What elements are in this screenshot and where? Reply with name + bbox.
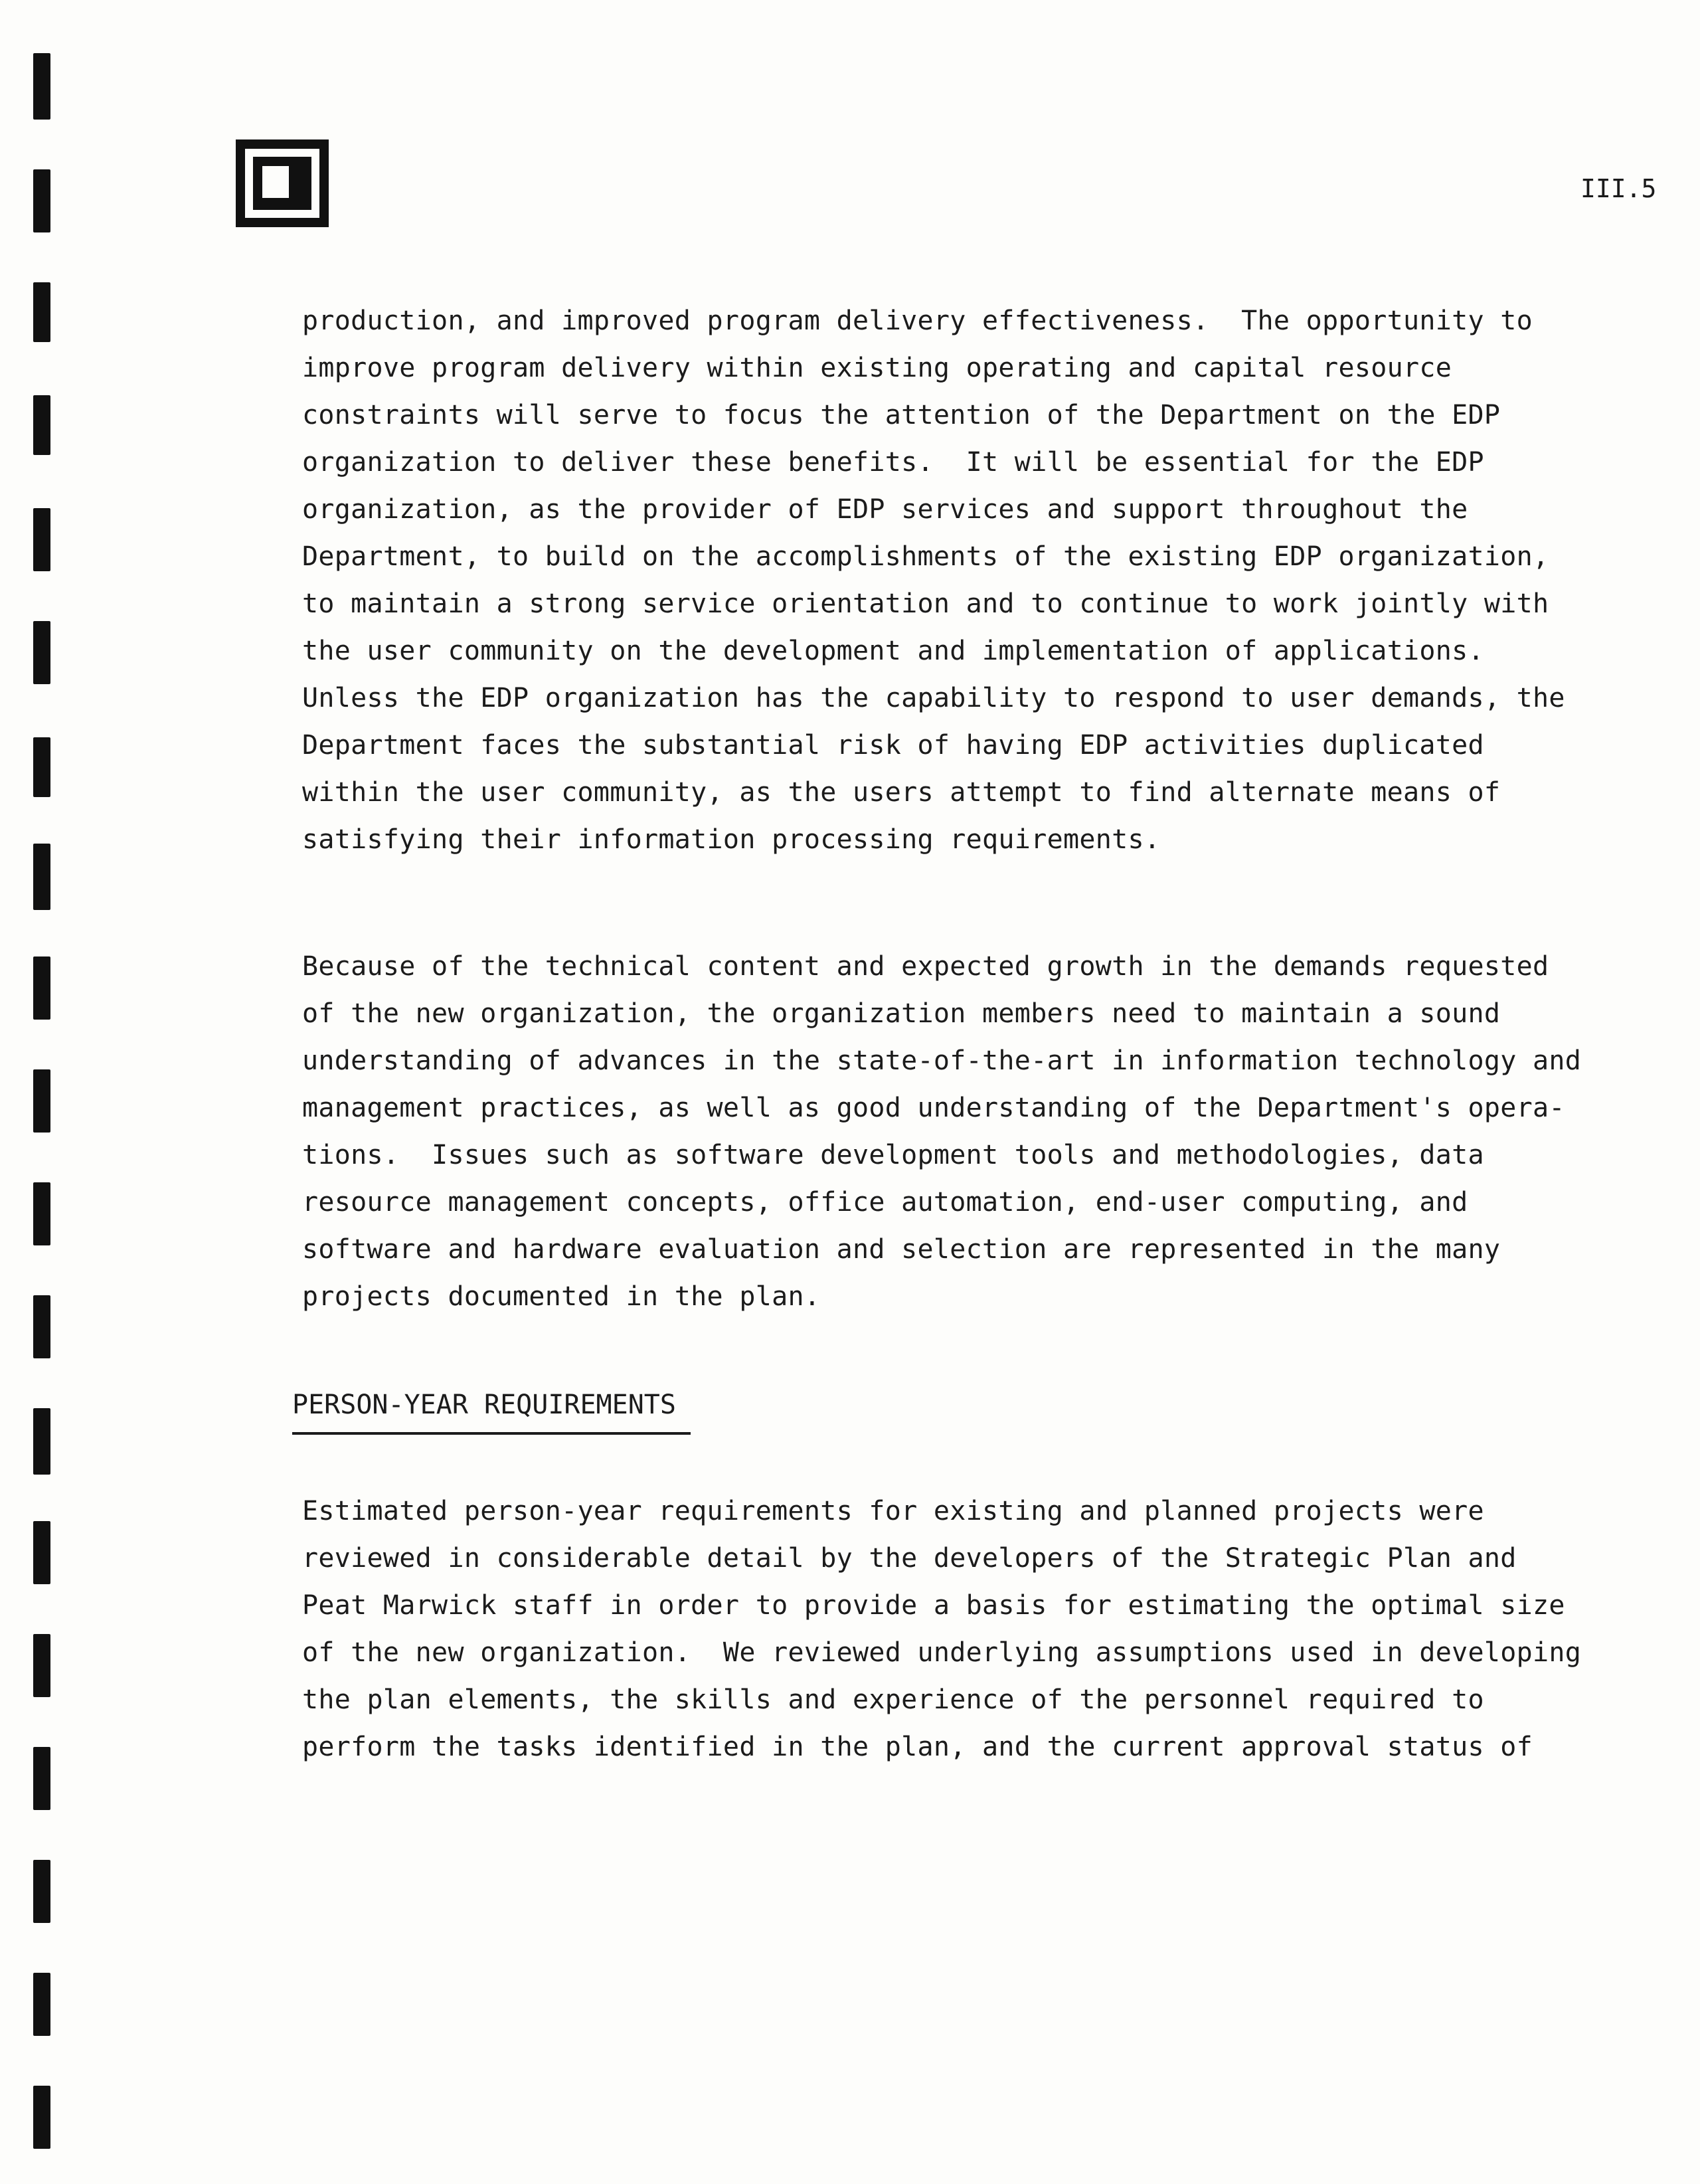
binder-hole-mark: [33, 508, 50, 571]
binder-hole-mark: [33, 1182, 50, 1245]
text-line: tions. Issues such as software development tools and methodologies, data: [302, 1140, 1484, 1170]
text-line: organization, as the provider of EDP services and support throughout the: [302, 494, 1468, 525]
heading-underline: [292, 1432, 691, 1435]
text-line: of the new organization. We reviewed underlying assumptions used in developing: [302, 1637, 1582, 1668]
text-line: organization to deliver these benefits. It will be essential for the EDP: [302, 447, 1484, 478]
binder-hole-mark: [33, 282, 50, 342]
text-line: Department faces the substantial risk of having EDP activities duplicated: [302, 730, 1484, 761]
binder-hole-mark: [33, 53, 50, 120]
text-line: projects documented in the plan.: [302, 1281, 821, 1312]
text-line: perform the tasks identified in the plan, and the current approval status of: [302, 1732, 1533, 1762]
text-line: to maintain a strong service orientation and to continue to work jointly with: [302, 589, 1549, 619]
binder-hole-mark: [33, 1069, 50, 1133]
text-line: of the new organization, the organization members need to maintain a sound: [302, 998, 1501, 1029]
binder-hole-mark: [33, 1521, 50, 1584]
binder-hole-mark: [33, 1747, 50, 1810]
peat-marwick-logo-icon: [236, 139, 329, 227]
binder-hole-mark: [33, 737, 50, 797]
text-line: resource management concepts, office automation, end-user computing, and: [302, 1187, 1468, 1218]
text-line: production, and improved program delivery effectiveness. The opportunity to: [302, 306, 1533, 336]
binder-hole-mark: [33, 1860, 50, 1923]
text-line: understanding of advances in the state-of-the-art in information technology and: [302, 1046, 1582, 1076]
paragraph-3: [302, 1488, 1624, 1771]
text-line: the user community on the development and implementation of applications.: [302, 636, 1484, 666]
text-line: the plan elements, the skills and experience of the personnel required to: [302, 1684, 1484, 1715]
text-line: reviewed in considerable detail by the developers of the Strategic Plan and: [302, 1543, 1517, 1574]
text-line: Department, to build on the accomplishments of the existing EDP organization,: [302, 541, 1549, 572]
binder-hole-mark: [33, 1634, 50, 1697]
text-line: Estimated person-year requirements for existing and planned projects were: [302, 1496, 1484, 1526]
text-line: management practices, as well as good understanding of the Department's opera-: [302, 1093, 1565, 1123]
text-line: software and hardware evaluation and selection are represented in the many: [302, 1234, 1501, 1265]
binder-hole-mark: [33, 1408, 50, 1475]
text-line: constraints will serve to focus the attention of the Department on the EDP: [302, 400, 1501, 430]
section-heading: PERSON-YEAR REQUIREMENTS: [292, 1390, 676, 1420]
binder-hole-mark: [33, 621, 50, 684]
text-line: Unless the EDP organization has the capability to respond to user demands, the: [302, 683, 1565, 713]
paragraph-1: [302, 298, 1624, 864]
text-line: Peat Marwick staff in order to provide a basis for estimating the optimal size: [302, 1590, 1565, 1621]
page-number: III.5: [1580, 174, 1657, 203]
text-line: improve program delivery within existing operating and capital resource: [302, 353, 1452, 383]
binder-hole-mark: [33, 1973, 50, 2036]
binder-hole-mark: [33, 844, 50, 910]
text-line: Because of the technical content and expected growth in the demands requested: [302, 951, 1549, 982]
binder-hole-mark: [33, 1295, 50, 1358]
binder-hole-mark: [33, 395, 50, 455]
binder-hole-mark: [33, 2086, 50, 2149]
text-line: satisfying their information processing requirements.: [302, 824, 1161, 855]
text-line: within the user community, as the users attempt to find alternate means of: [302, 777, 1501, 808]
binder-hole-mark: [33, 169, 50, 232]
paragraph-2: [302, 943, 1624, 1320]
binder-hole-mark: [33, 956, 50, 1020]
